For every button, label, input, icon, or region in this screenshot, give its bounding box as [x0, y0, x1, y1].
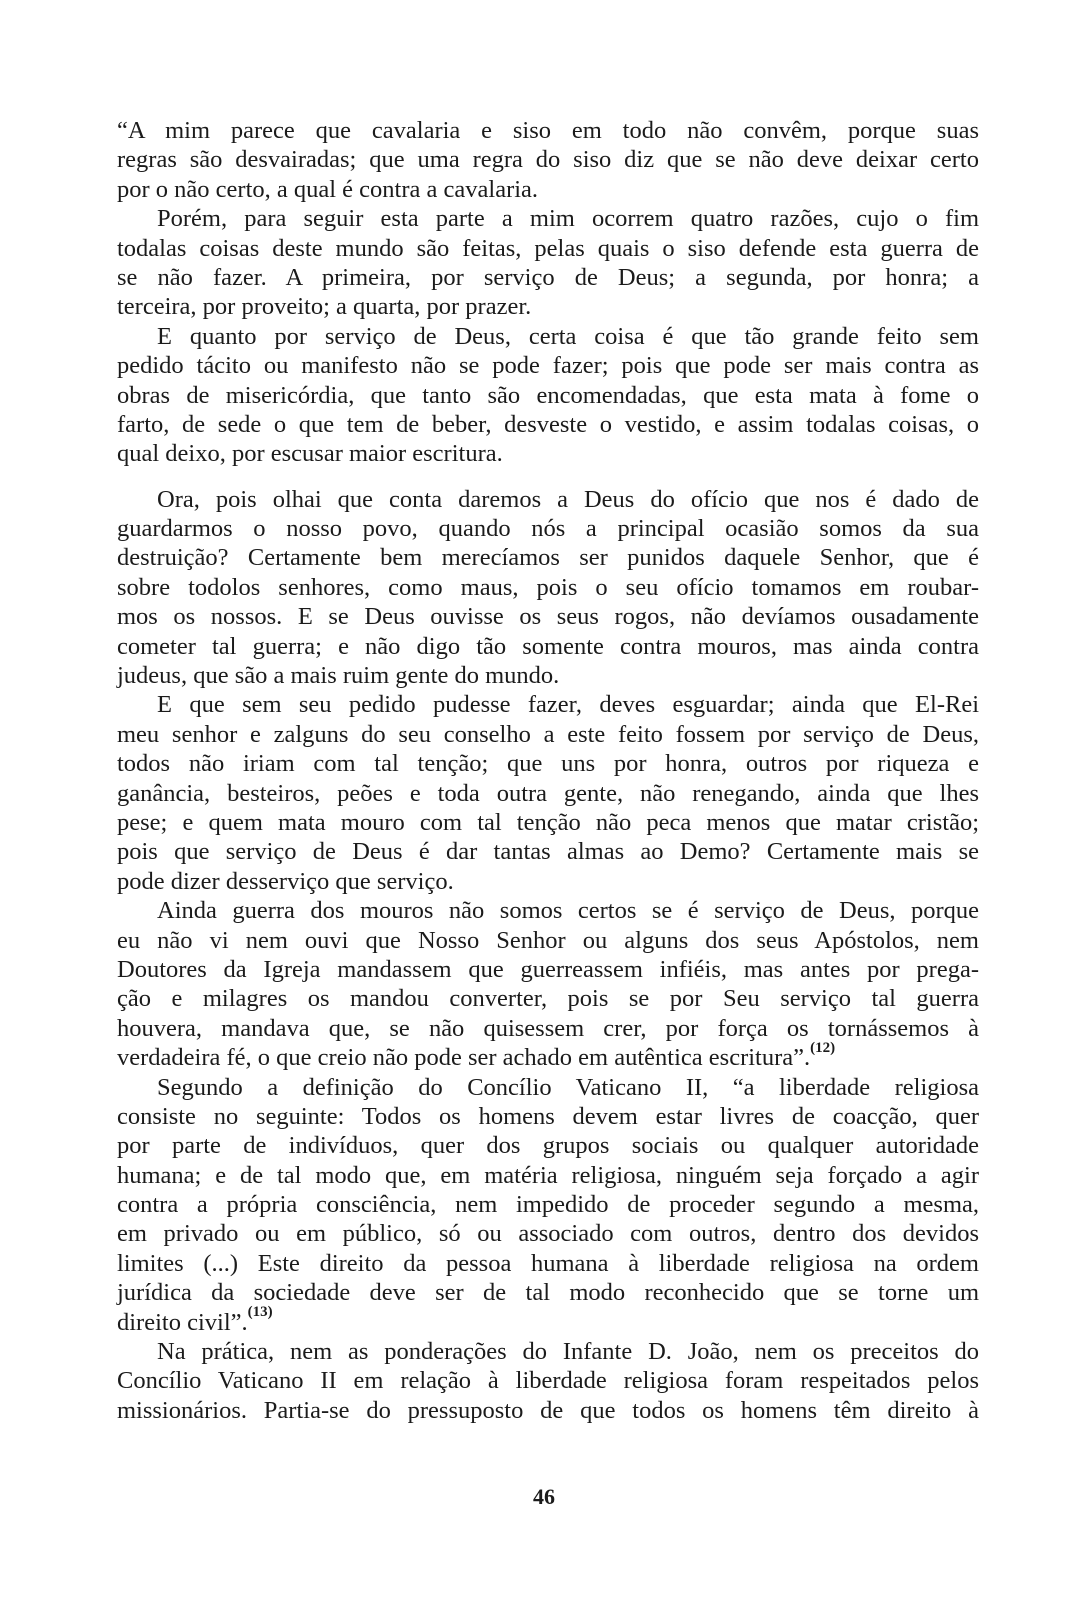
text-line: Ora, pois olhai que conta daremos a Deus do ofício que nos é dado de [157, 485, 979, 513]
text-line: qual deixo, por escusar maior escritura. [117, 440, 503, 468]
text-line: jurídica da sociedade deve ser de tal modo reconhecido que se torne um [117, 1279, 979, 1307]
text-line: mos os nossos. E se Deus ouvisse os seus rogos, não devíamos ousadamente [117, 603, 979, 631]
text-line: pese; e quem mata mouro com tal tenção não peca menos que matar cristão; [117, 808, 979, 836]
text-line: missionários. Partia-se do pressuposto de que todos os homens têm direito à [117, 1396, 979, 1424]
text-line: pois que serviço de Deus é dar tantas almas ao Demo? Certamente mais se [117, 838, 979, 866]
text-line: Concílio Vaticano II em relação à liberdade religiosa foram respeitados pelos [117, 1367, 979, 1395]
text-line: todalas coisas deste mundo são feitas, pelas quais o siso defende esta guerra de [117, 234, 979, 262]
text-line: humana; e de tal modo que, em matéria religiosa, ninguém seja forçado a agir [117, 1161, 979, 1189]
text-line: Segundo a definição do Concílio Vaticano II, “a liberdade religiosa [157, 1073, 979, 1101]
text-line: “A mim parece que cavalaria e siso em todo não convêm, porque suas [117, 117, 979, 144]
text-line: pedido tácito ou manifesto não se pode fazer; pois que pode ser mais contra as [117, 352, 979, 380]
text-line: Na prática, nem as ponderações do Infante D. João, nem os preceitos do [157, 1338, 979, 1366]
text-line: terceira, por proveito; a quarta, por prazer. [117, 293, 532, 321]
text-line-content: verdadeira fé, o que creio não pode ser achado em autêntica escritura”. [117, 1044, 811, 1072]
text-line: eu não vi nem ouvi que Nosso Senhor ou alguns dos seus Apóstolos, nem [117, 926, 979, 954]
text-line: por parte de indivíduos, quer dos grupos sociais ou qualquer autoridade [117, 1132, 979, 1160]
document-page [117, 116, 979, 1425]
text-line: E quanto por serviço de Deus, certa coisa é que tão grande feito sem [157, 322, 979, 350]
text-line: obras de misericórdia, que tanto são encomendadas, que esta mata à fome o [117, 381, 979, 409]
text-line: limites (...) Este direito da pessoa humana à liberdade religiosa na ordem [117, 1249, 979, 1277]
text-line: por o não certo, a qual é contra a cavalaria. [117, 175, 539, 203]
text-line: guardarmos o nosso povo, quando nós a principal ocasião somos da sua [117, 515, 979, 543]
page-number: 46 [533, 1484, 555, 1509]
footnote-ref: (12) [810, 1039, 836, 1056]
text-line: regras são desvairadas; que uma regra do siso diz que se não deve deixar certo [117, 146, 979, 174]
text-line: Porém, para seguir esta parte a mim ocorrem quatro razões, cujo o fim [157, 205, 979, 233]
text-line [117, 1304, 979, 1337]
text-line: cometer tal guerra; e não digo tão somente contra mouros, mas ainda contra [117, 632, 979, 660]
text-line: judeus, que são a mais ruim gente do mundo. [117, 662, 560, 690]
text-line: Doutores da Igreja mandassem que guerreassem infiéis, mas antes por prega- [117, 955, 979, 983]
text-line: houvera, mandava que, se não quisessem crer, por força os tornássemos à [117, 1014, 979, 1042]
text-line: pode dizer desserviço que serviço. [117, 867, 454, 895]
text-line [117, 1039, 979, 1072]
text-line: Ainda guerra dos mouros não somos certos se é serviço de Deus, porque [157, 897, 979, 925]
text-line: farto, de sede o que tem de beber, desveste o vestido, e assim todalas coisas, o [117, 410, 979, 438]
text-line: consiste no seguinte: Todos os homens devem estar livres de coacção, quer [117, 1102, 979, 1130]
text-line: todos não iriam com tal tenção; que uns por honra, outros por riqueza e [117, 750, 979, 778]
text-line: em privado ou em público, só ou associado com outros, dentro dos devidos [117, 1220, 979, 1248]
text-line: meu senhor e zalguns do seu conselho a este feito fossem por serviço de Deus, [117, 720, 979, 748]
text-line: destruição? Certamente bem merecíamos ser punidos daquele Senhor, que é [117, 544, 979, 572]
text-line: E que sem seu pedido pudesse fazer, deves esguardar; ainda que El-Rei [157, 691, 979, 719]
text-line: contra a própria consciência, nem impedido de proceder segundo a mesma, [117, 1191, 979, 1219]
text-line: sobre todolos senhores, como maus, pois o seu ofício tomamos em roubar- [117, 573, 979, 601]
text-line: ganância, besteiros, peões e toda outra gente, não renegando, ainda que lhes [117, 779, 979, 807]
text-line-content: direito civil”. [117, 1308, 248, 1336]
text-line: ção e milagres os mandou converter, pois se por Seu serviço tal guerra [117, 985, 979, 1013]
footnote-ref: (13) [247, 1304, 273, 1321]
text-line: se não fazer. A primeira, por serviço de Deus; a segunda, por honra; a [117, 263, 979, 291]
